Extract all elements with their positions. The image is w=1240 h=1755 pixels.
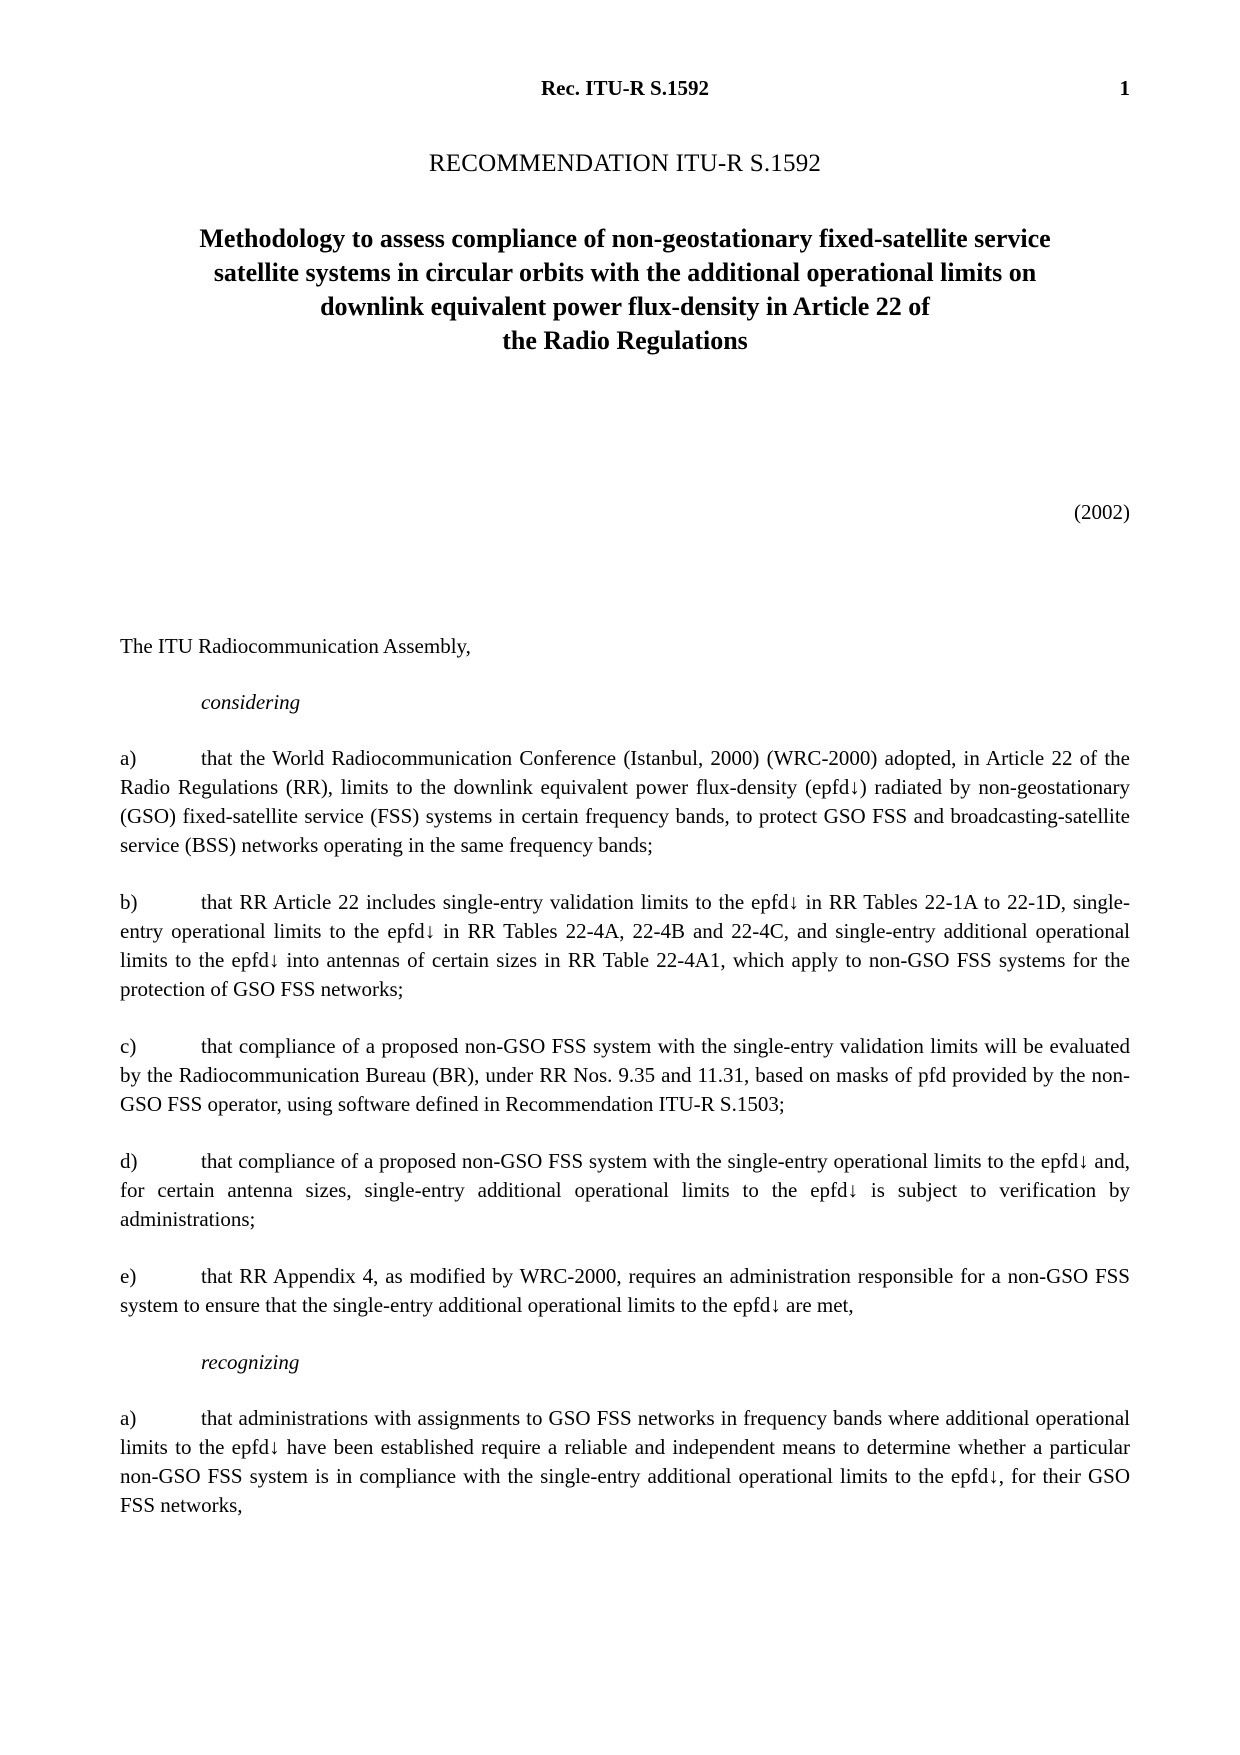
item-text: that compliance of a proposed non-GSO FSS system with the single-entry operational limits to the epfd↓ and, for certain antenna sizes, single-entry additional operational limits to the epfd↓ is subject to verification by administrations; — [120, 1149, 1130, 1231]
item-label: c) — [120, 1034, 137, 1058]
title-line: downlink equivalent power flux-density in Article 22 of — [320, 292, 930, 321]
item-text: that the World Radiocommunication Conference (Istanbul, 2000) (WRC-2000) adopted, in Article 22 of the Radio Regulations (RR), limits to the downlink equivalent power flux-density (epfd↓) radiated by non-geostationary (GSO) fixed-satellite service (FSS) systems in certain frequency bands, to protect GSO FSS and broadcasting-satellite service (BSS) networks operating in the same frequency bands; — [120, 746, 1130, 857]
title-line: Methodology to assess compliance of non-geostationary fixed-satellite service — [199, 224, 1051, 253]
title-line: satellite systems in circular orbits with the additional operational limits on — [213, 258, 1037, 287]
document-body — [120, 632, 1130, 1548]
considering-item — [120, 1262, 1130, 1320]
considering-item — [120, 1032, 1130, 1119]
item-label: a) — [120, 1406, 137, 1430]
item-text: that RR Appendix 4, as modified by WRC-2000, requires an administration responsible for a non-GSO FSS system to ensure that the single-entry additional operational limits to the epfd↓ are met, — [120, 1264, 1130, 1317]
recognizing-item — [120, 1404, 1130, 1520]
running-header — [120, 76, 1130, 106]
item-label: a) — [120, 746, 137, 770]
considering-item — [120, 888, 1130, 1004]
assembly-line: The ITU Radiocommunication Assembly, — [120, 634, 471, 658]
considering-item — [120, 744, 1130, 860]
running-title: Rec. ITU-R S.1592 — [541, 76, 709, 100]
item-label: d) — [120, 1149, 138, 1173]
item-text: that administrations with assignments to GSO FSS networks in frequency bands where additional operational limits to the epfd↓ have been established require a reliable and independent means to determine whether a particular non-GSO FSS system is in compliance with the single-entry additional operational limits to the epfd↓, for their GSO FSS networks, — [120, 1406, 1130, 1517]
recommendation-title — [120, 222, 1130, 358]
item-label: e) — [120, 1264, 137, 1288]
page-number: 1 — [1119, 76, 1130, 100]
item-text: that RR Article 22 includes single-entry validation limits to the epfd↓ in RR Tables 22-1A to 22-1D, single-entry operational limits to the epfd↓ in RR Tables 22-4A, 22-4B and 22-4C, and single-entry additional operational limits to the epfd↓ into antennas of certain sizes in RR Table 22-4A1, which apply to non-GSO FSS systems for the protection of GSO FSS networks; — [120, 890, 1130, 1001]
publication-year: (2002) — [1074, 500, 1130, 524]
section-heading-recognizing: recognizing — [201, 1350, 300, 1374]
item-label: b) — [120, 890, 138, 914]
recommendation-number: RECOMMENDATION ITU-R S.1592 — [428, 150, 822, 177]
title-line: the Radio Regulations — [502, 326, 748, 355]
considering-item — [120, 1147, 1130, 1234]
section-heading-considering: considering — [201, 690, 301, 714]
item-text: that compliance of a proposed non-GSO FSS system with the single-entry validation limits will be evaluated by the Radiocommunication Bureau (BR), under RR Nos. 9.35 and 11.31, based on masks of pfd provided by the non-GSO FSS operator, using software defined in Recommendation ITU-R S.1503; — [120, 1034, 1130, 1116]
